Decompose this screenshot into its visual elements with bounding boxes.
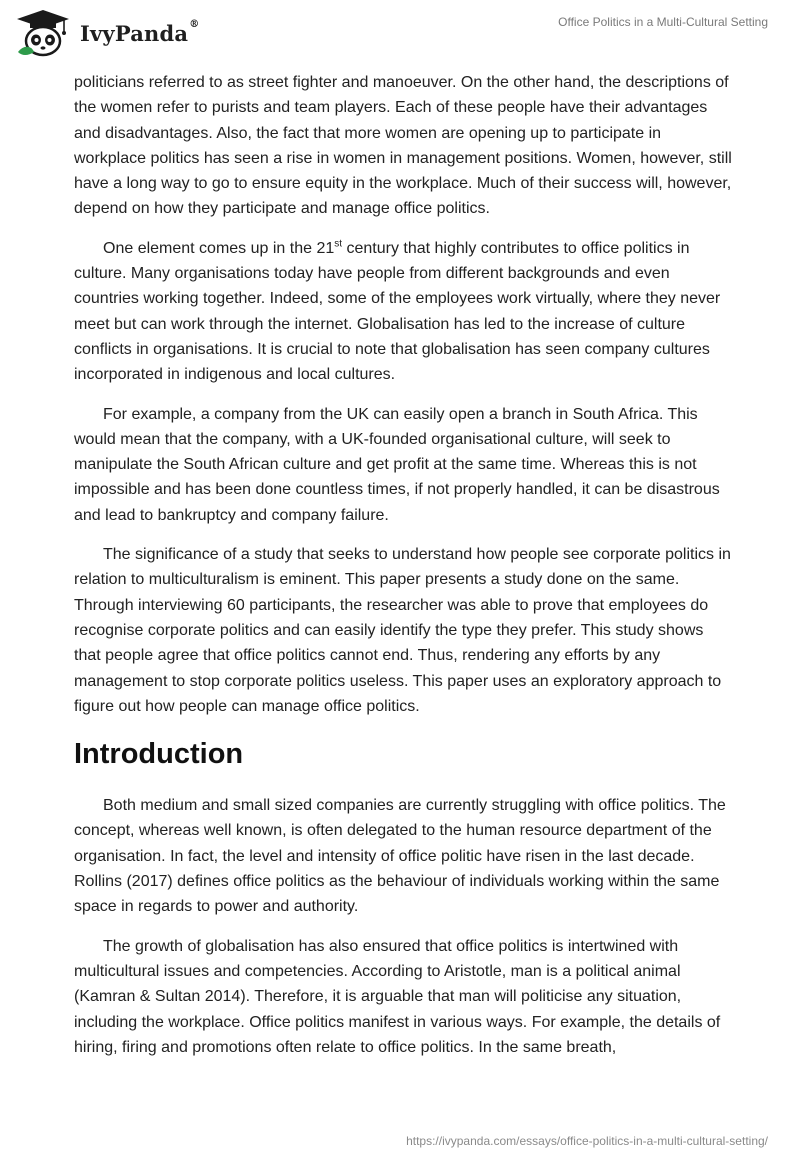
paragraph-2 bbox=[74, 236, 734, 388]
page-header bbox=[0, 0, 800, 70]
paragraph-3: For example, a company from the UK can easily open a branch in South Africa. This would mean that the company, with a UK-founded organisational culture, will seek to manipulate the South African culture and get profit at the same time. Whereas this is not impossible and has been done countless times, if not properly handled, it can be disastrous and lead to bankruptcy and company failure. bbox=[74, 405, 720, 524]
essay-body bbox=[74, 70, 734, 1074]
paragraph-5: Both medium and small sized companies are currently struggling with office politics. The concept, whereas well known, is often delegated to the human resource department of the organisation. In fact, the level and intensity of office politic have risen in the last decade. Rollins (2017) defines office politics as the behaviour of individuals working within the same space in regards to power and authority. bbox=[74, 797, 726, 916]
paragraph-4: The significance of a study that seeks to understand how people see corporate politics in relation to multiculturalism is eminent. This paper presents a study done on the same. Through interviewing 60 participants, the researcher was able to prove that employees do recognise corporate politics and can easily identify the type they prefer. This study shows that people agree that office politics cannot end. Thus, rendering any efforts by any management to stop corporate politics useless. This paper uses an exploratory approach to figure out how people can manage office politics. bbox=[74, 546, 731, 715]
source-url[interactable]: https://ivypanda.com/essays/office-politics-in-a-multi-cultural-setting/ bbox=[406, 1134, 768, 1148]
brand-logo[interactable] bbox=[14, 8, 199, 58]
brand-name: IvyPanda® bbox=[80, 18, 200, 46]
panda-logo-icon bbox=[14, 8, 72, 58]
section-heading-introduction: Introduction bbox=[74, 738, 244, 771]
paragraph-6: The growth of globalisation has also ensured that office politics is intertwined with multicultural issues and competencies. According to Aristotle, man is a political animal (Kamran & Sultan 2014). Therefore, it is arguable that man will politicise any situation, including the workplace. Office politics manifest in various ways. For example, the details of hiring, firing and promotions often relate to office politics. In the same breath, bbox=[74, 937, 721, 1056]
registered-mark: ® bbox=[189, 18, 200, 30]
paragraph-2-text-end: century that highly contributes to office politics in culture. Many organisations today have people from different backgrounds and even countries working together. Indeed, some of the employees work virtually, where they never meet but can work through the internet. Globalisation has led to the increase of culture conflicts in organisations. It is crucial to note that globalisation has seen company cultures incorporated in indigenous and local cultures. bbox=[74, 239, 721, 384]
ordinal-superscript: st bbox=[334, 238, 343, 250]
paragraph-1: politicians referred to as street fighter and manoeuver. On the other hand, the descriptions of the women refer to purists and team players. Each of these people have their advantages and disadvantages. Also, the fact that more women are opening up to participate in workplace politics has seen a rise in women in management positions. Women, however, still have a long way to go to ensure equity in the workplace. Much of their success will, however, depend on how they participate and manage office politics. bbox=[74, 74, 732, 218]
paragraph-2-text-start: One element comes up in the 21 bbox=[103, 239, 335, 257]
document-title: Office Politics in a Multi-Cultural Setting bbox=[558, 15, 768, 29]
